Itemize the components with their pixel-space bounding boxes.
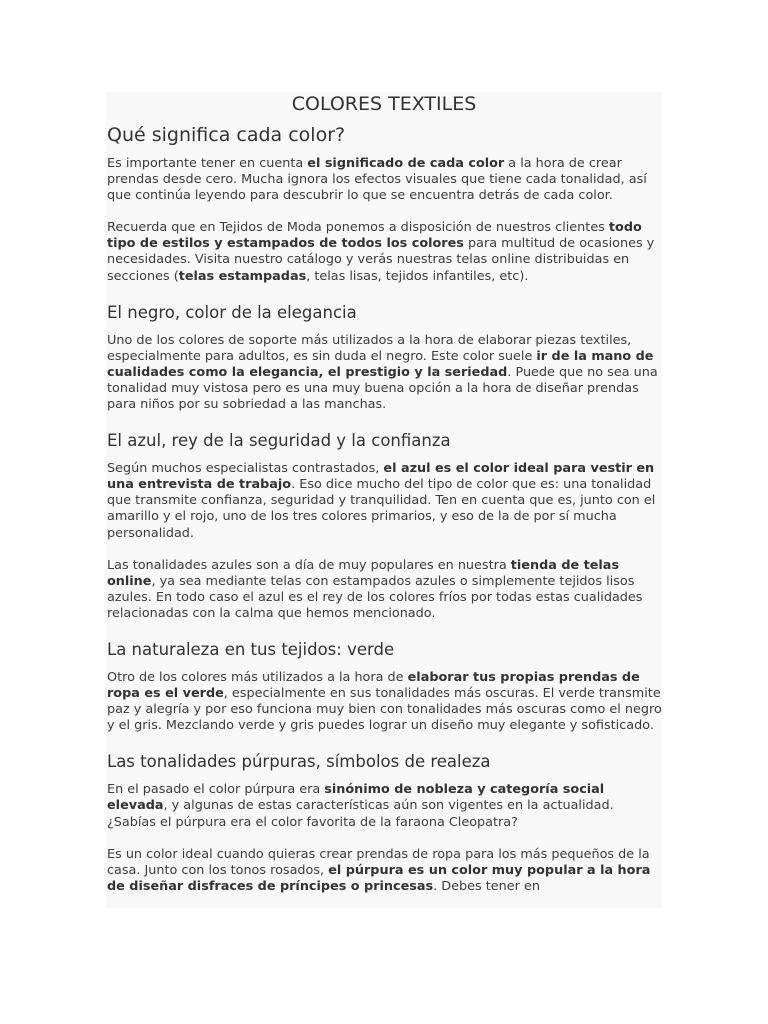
bold-text: el significado de cada color (307, 156, 505, 171)
bold-text: sinónimo de nobleza y categoría social elevada (107, 782, 605, 814)
azul-paragraph-1: Según muchos especialistas contrastados, el azul es el color ideal para vestir en una entrevista de trabajo. Eso dice mucho del tipo de color que es: una tonalidad que transmite confianza, seguridad y tranquilidad. Ten en cuenta que es, junto con el amarillo y el rojo, uno de los tres colores primarios, y eso de la de por sí mucha personalidad. (107, 461, 656, 541)
main-heading: Qué significa cada color? (107, 124, 346, 146)
bold-text: el azul es el color ideal para vestir en una entrevista de trabajo (107, 461, 655, 493)
section-heading-purpura: Las tonalidades púrpuras, símbolos de realeza (107, 752, 491, 772)
purpura-paragraph-2: Es un color ideal cuando quieras crear prendas de ropa para los más pequeños de la casa. Junto con los tonos rosados, el púrpura es un color muy popular a la hora de diseñar disfraces de príncipes o princesas. Debes tener en (107, 846, 651, 894)
bold-text: todo tipo de estilos y estampados de todos los colores (107, 220, 642, 252)
bold-text: tienda de telas online (107, 557, 620, 589)
bold-text: elaborar tus propias prendas de ropa es el verde (107, 669, 640, 702)
bold-text: telas estampadas (178, 268, 307, 284)
bold-text: el púrpura es un color muy popular a la hora de diseñar disfraces de príncipes o princesas (107, 862, 651, 894)
section-heading-negro: El negro, color de la elegancia (107, 302, 357, 322)
document-title: COLORES TEXTILES (291, 93, 477, 115)
section-heading-azul: El azul, rey de la seguridad y la confianza (107, 431, 451, 451)
bold-text: ir de la mano de cualidades como la elegancia, el prestigio y la seriedad (107, 348, 654, 380)
intro-paragraph-1: Es importante tener en cuenta el significado de cada color a la hora de crear prendas desde cero. Mucha ignora los efectos visuales que tiene cada tonalidad, así que continúa leyendo para descubrir lo que se encuentra detrás de cada color. (107, 156, 647, 204)
section-heading-verde: La naturaleza en tus tejidos: verde (107, 639, 395, 659)
azul-paragraph-2: Las tonalidades azules son a día de muy populares en nuestra tienda de telas online, ya sea mediante telas con estampados azules o simplemente tejidos lisos azules. En todo caso el azul es el rey de los colores fríos por todas estas cualidades relacionadas con la calma que hemos mencionado. (107, 557, 643, 621)
intro-paragraph-2: Recuerda que en Tejidos de Moda ponemos a disposición de nuestros clientes todo tipo de estilos y estampados de todos los colores para multitud de ocasiones y necesidades. Visita nuestro catálogo y verás nuestras telas online distribuidas en secciones (telas estampadas, telas lisas, tejidos infantiles, etc). (107, 220, 655, 284)
verde-paragraph-1: Otro de los colores más utilizados a la hora de elaborar tus propias prendas de ropa es el verde, especialmente en sus tonalidades más oscuras. El verde transmite paz y alegría y por eso funciona muy bien con tonalidades más oscuras como el negro y el gris. Mezclando verde y gris puedes lograr un diseño muy elegante y sofisticado. (107, 669, 662, 734)
negro-paragraph-1: Uno de los colores de soporte más utilizados a la hora de elaborar piezas textiles, especialmente para adultos, es sin duda el negro. Este color suele ir de la mano de cualidades como la elegancia, el prestigio y la seriedad. Puede que no sea una tonalidad muy vistosa pero es una muy buena opción a la hora de diseñar prendas para niños por su sobriedad a las manchas. (107, 332, 658, 413)
purpura-paragraph-1: En el pasado el color púrpura era sinónimo de nobleza y categoría social elevada, y algunas de estas características aún son vigentes en la actualidad. ¿Sabías el púrpura era el color favorita de la faraona Cleopatra? (107, 782, 614, 830)
document-page (106, 92, 662, 908)
